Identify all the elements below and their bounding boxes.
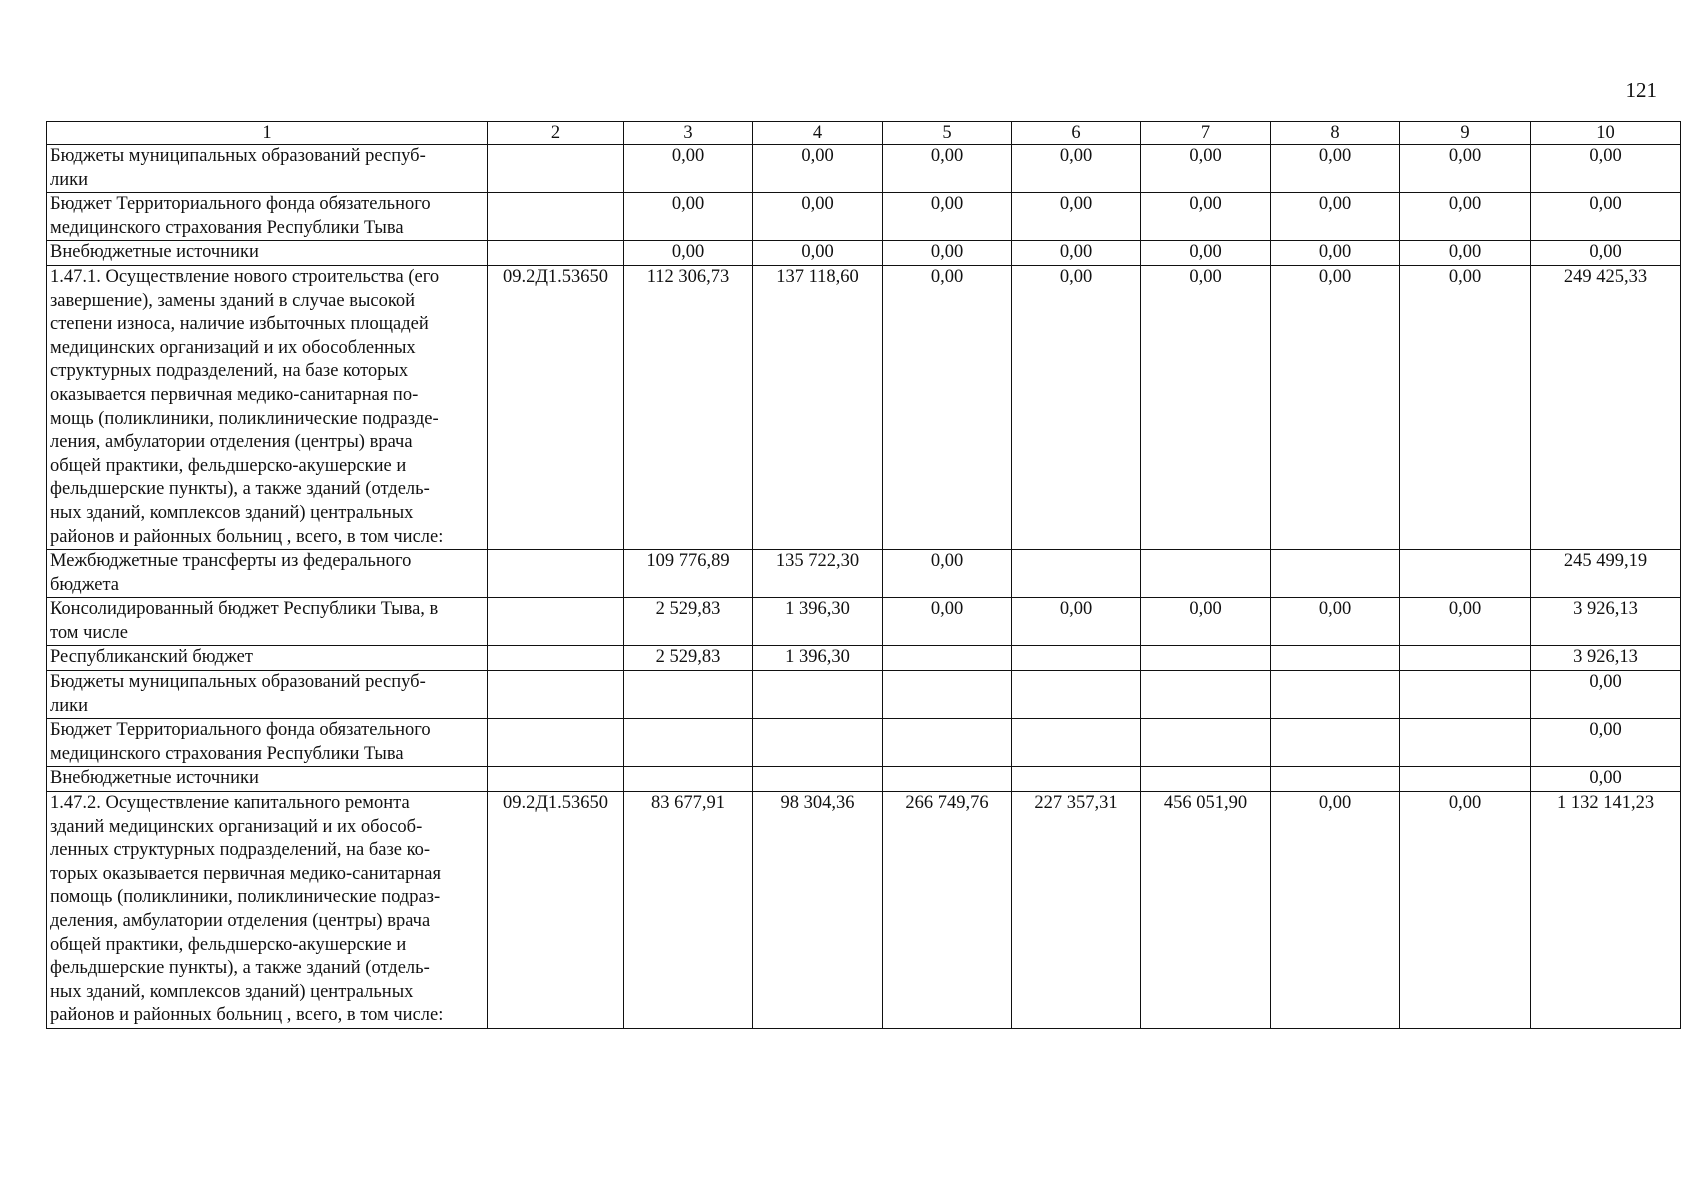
amount-value: 0,00: [1012, 598, 1141, 646]
amount-value: [1141, 550, 1271, 598]
amount-value: 0,00: [1141, 193, 1271, 241]
amount-value: [1141, 671, 1271, 719]
column-header: 5: [883, 122, 1012, 145]
row-description: 1.47.1. Осуществление нового строительства (его завершение), замены зданий в случае высокой степени износа, наличие избыточных площадей медицинских организаций и их обособленных структурных подразделений, на базе которых оказывается первичная медико-санитарная по- мощь (поликлиники, поликлинические подразде- ления, амбулатории отделения (центры) врача общей практики, фельдшерско-акушерские и фельдшерские пункты), а также зданий (отдель- ных зданий, комплексов зданий) центральных районов и районных больниц , всего, в том числе:: [47, 265, 488, 549]
total-value: 3 926,13: [1531, 598, 1681, 646]
table-row: [47, 767, 1681, 792]
amount-value: [1400, 550, 1531, 598]
table-row: [47, 646, 1681, 671]
amount-value: 0,00: [1012, 193, 1141, 241]
amount-value: 0,00: [1400, 145, 1531, 193]
column-header: 8: [1271, 122, 1400, 145]
amount-value: [1271, 767, 1400, 792]
amount-value: 0,00: [624, 241, 753, 266]
amount-value: [1012, 646, 1141, 671]
page-number: 121: [1625, 78, 1657, 102]
table-row: [47, 719, 1681, 767]
amount-value: 456 051,90: [1141, 792, 1271, 1029]
row-description: 1.47.2. Осуществление капитального ремонта зданий медицинских организаций и их обособ- ленных структурных подразделений, на базе ко- торых оказывается первичная медико-санитарная помощь (поликлиники, поликлинические подраз- деления, амбулатории отделения (центры) врача общей практики, фельдшерско-акушерские и фельдшерские пункты), а также зданий (отдель- ных зданий, комплексов зданий) центральных районов и районных больниц , всего, в том числе:: [47, 792, 488, 1029]
amount-value: 0,00: [1271, 598, 1400, 646]
amount-value: 0,00: [883, 193, 1012, 241]
amount-value: 266 749,76: [883, 792, 1012, 1029]
budget-code: [488, 241, 624, 266]
amount-value: [624, 671, 753, 719]
total-value: 3 926,13: [1531, 646, 1681, 671]
amount-value: 0,00: [1012, 241, 1141, 266]
amount-value: 0,00: [883, 550, 1012, 598]
column-header: 1: [47, 122, 488, 145]
amount-value: [1271, 719, 1400, 767]
amount-value: 135 722,30: [753, 550, 883, 598]
amount-value: 112 306,73: [624, 265, 753, 549]
total-value: 0,00: [1531, 145, 1681, 193]
column-header: 9: [1400, 122, 1531, 145]
amount-value: 83 677,91: [624, 792, 753, 1029]
amount-value: 109 776,89: [624, 550, 753, 598]
amount-value: 0,00: [883, 241, 1012, 266]
budget-code: [488, 193, 624, 241]
amount-value: 1 396,30: [753, 598, 883, 646]
budget-code: [488, 767, 624, 792]
amount-value: [1012, 767, 1141, 792]
amount-value: [753, 719, 883, 767]
amount-value: [753, 767, 883, 792]
table-row: [47, 671, 1681, 719]
column-header: 3: [624, 122, 753, 145]
budget-code: [488, 550, 624, 598]
column-number-row: [47, 122, 1681, 145]
amount-value: 0,00: [1271, 265, 1400, 549]
amount-value: [883, 767, 1012, 792]
amount-value: [1141, 767, 1271, 792]
amount-value: [624, 767, 753, 792]
amount-value: [1271, 550, 1400, 598]
table-row: [47, 265, 1681, 549]
budget-code: [488, 598, 624, 646]
total-value: 0,00: [1531, 671, 1681, 719]
table-row: [47, 145, 1681, 193]
table-row: [47, 241, 1681, 266]
amount-value: [1012, 719, 1141, 767]
amount-value: 1 396,30: [753, 646, 883, 671]
amount-value: [1271, 671, 1400, 719]
amount-value: 227 357,31: [1012, 792, 1141, 1029]
column-header: 6: [1012, 122, 1141, 145]
total-value: 245 499,19: [1531, 550, 1681, 598]
budget-code: [488, 671, 624, 719]
amount-value: 0,00: [1012, 265, 1141, 549]
total-value: 0,00: [1531, 719, 1681, 767]
budget-code: 09.2Д1.53650: [488, 792, 624, 1029]
amount-value: 0,00: [1141, 145, 1271, 193]
row-description: Бюджет Территориального фонда обязательного медицинского страхования Республики Тыва: [47, 193, 488, 241]
amount-value: [883, 719, 1012, 767]
amount-value: [624, 719, 753, 767]
amount-value: [1012, 671, 1141, 719]
row-description: Бюджеты муниципальных образований респуб- лики: [47, 671, 488, 719]
amount-value: [1400, 719, 1531, 767]
row-description: Внебюджетные источники: [47, 241, 488, 266]
amount-value: 0,00: [1271, 792, 1400, 1029]
amount-value: 0,00: [1141, 241, 1271, 266]
total-value: 0,00: [1531, 767, 1681, 792]
amount-value: 0,00: [1271, 241, 1400, 266]
budget-code: 09.2Д1.53650: [488, 265, 624, 549]
budget-code: [488, 719, 624, 767]
amount-value: 0,00: [753, 145, 883, 193]
amount-value: 0,00: [883, 145, 1012, 193]
amount-value: [1141, 719, 1271, 767]
row-description: Внебюджетные источники: [47, 767, 488, 792]
amount-value: [1271, 646, 1400, 671]
amount-value: 0,00: [883, 598, 1012, 646]
table-row: [47, 792, 1681, 1029]
amount-value: 2 529,83: [624, 646, 753, 671]
table-row: [47, 550, 1681, 598]
row-description: Бюджеты муниципальных образований респуб- лики: [47, 145, 488, 193]
amount-value: 0,00: [1271, 193, 1400, 241]
row-description: Межбюджетные трансферты из федерального бюджета: [47, 550, 488, 598]
row-description: Консолидированный бюджет Республики Тыва, в том числе: [47, 598, 488, 646]
column-header: 2: [488, 122, 624, 145]
budget-code: [488, 646, 624, 671]
amount-value: 0,00: [1141, 598, 1271, 646]
amount-value: 137 118,60: [753, 265, 883, 549]
budget-code: [488, 145, 624, 193]
row-description: Бюджет Территориального фонда обязательного медицинского страхования Республики Тыва: [47, 719, 488, 767]
table-row: [47, 193, 1681, 241]
amount-value: 0,00: [1400, 265, 1531, 549]
amount-value: [1141, 646, 1271, 671]
amount-value: 0,00: [1271, 145, 1400, 193]
row-description: Республиканский бюджет: [47, 646, 488, 671]
budget-table: [46, 121, 1681, 1029]
amount-value: [1012, 550, 1141, 598]
amount-value: 0,00: [1400, 241, 1531, 266]
amount-value: 0,00: [1400, 792, 1531, 1029]
total-value: 0,00: [1531, 241, 1681, 266]
amount-value: [1400, 671, 1531, 719]
total-value: 249 425,33: [1531, 265, 1681, 549]
amount-value: [883, 646, 1012, 671]
amount-value: 0,00: [753, 193, 883, 241]
amount-value: 0,00: [624, 193, 753, 241]
column-header: 4: [753, 122, 883, 145]
amount-value: [1400, 646, 1531, 671]
amount-value: 0,00: [883, 265, 1012, 549]
amount-value: [1400, 767, 1531, 792]
column-header: 10: [1531, 122, 1681, 145]
amount-value: 0,00: [1012, 145, 1141, 193]
amount-value: [753, 671, 883, 719]
total-value: 0,00: [1531, 193, 1681, 241]
amount-value: 0,00: [1400, 193, 1531, 241]
amount-value: 2 529,83: [624, 598, 753, 646]
column-header: 7: [1141, 122, 1271, 145]
amount-value: 98 304,36: [753, 792, 883, 1029]
amount-value: 0,00: [1400, 598, 1531, 646]
table-row: [47, 598, 1681, 646]
amount-value: [883, 671, 1012, 719]
amount-value: 0,00: [753, 241, 883, 266]
amount-value: 0,00: [624, 145, 753, 193]
amount-value: 0,00: [1141, 265, 1271, 549]
total-value: 1 132 141,23: [1531, 792, 1681, 1029]
